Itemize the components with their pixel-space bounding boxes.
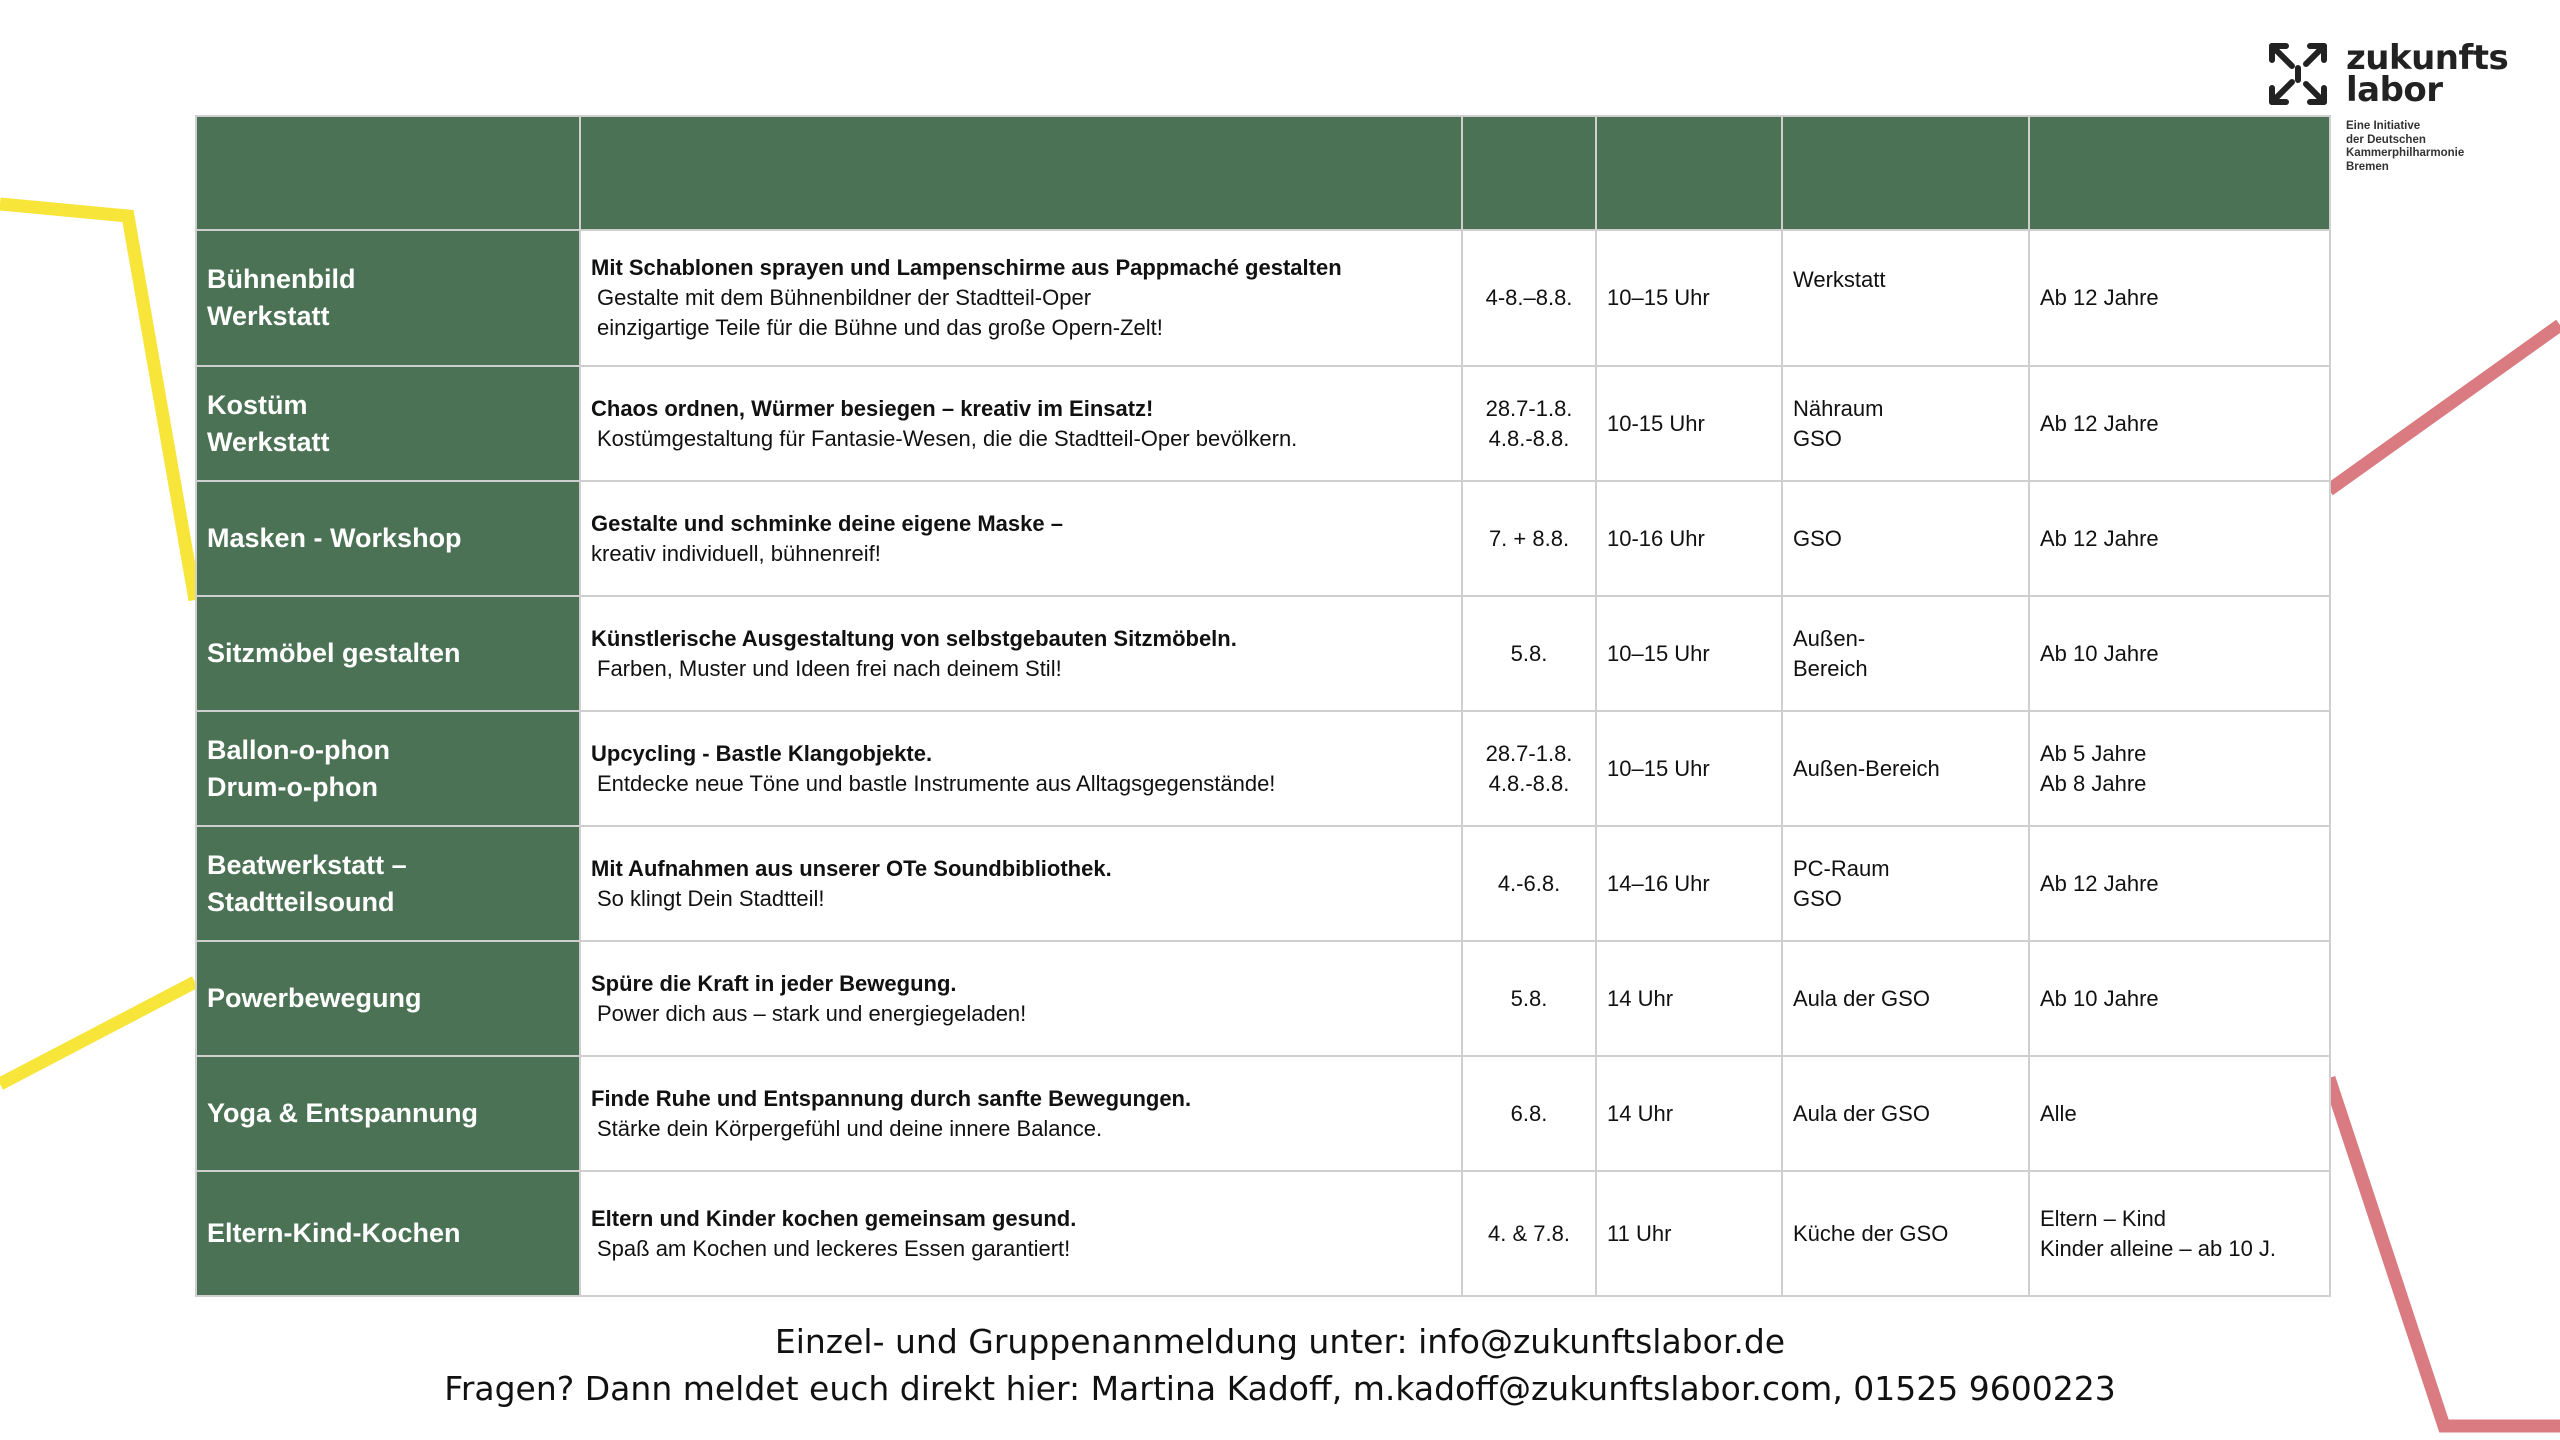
workshop-date (1462, 1171, 1596, 1296)
workshop-title-line: Eltern-Kind-Kochen (207, 1218, 461, 1248)
workshop-description (580, 941, 1462, 1056)
place-line: GSO (1793, 885, 1842, 911)
workshop-title-line: Kostüm (207, 389, 308, 420)
place-line: Nähraum (1793, 395, 1884, 421)
description-headline: Mit Aufnahmen aus unserer OTe Soundbibliothek. (591, 855, 1112, 881)
workshop-place (1782, 941, 2029, 1056)
workshop-age (2029, 366, 2330, 481)
logo-word-1: zukunfts (2346, 38, 2509, 78)
workshop-time: 10–15 Uhr (1596, 711, 1782, 826)
place-line: GSO (1793, 425, 1842, 451)
age-line: Kinder alleine – ab 10 J. (2040, 1235, 2277, 1261)
workshop-title-line: Ballon-o-phon (207, 734, 390, 765)
workshop-description (580, 230, 1462, 366)
description-text: Spaß am Kochen und leckeres Essen garantiert! (597, 1235, 1071, 1261)
workshop-date (1462, 941, 1596, 1056)
description-headline: Künstlerische Ausgestaltung von selbstgebauten Sitzmöbeln. (591, 625, 1237, 651)
workshop-time: 11 Uhr (1596, 1171, 1782, 1296)
logo-sub-line: Bremen (2346, 160, 2389, 173)
workshop-age (2029, 941, 2330, 1056)
workshop-place (1782, 826, 2029, 941)
workshop-description (580, 481, 1462, 596)
date-line: 5.8. (1510, 985, 1548, 1011)
workshop-time: 14–16 Uhr (1596, 826, 1782, 941)
workshop-schedule-table (195, 115, 2331, 1297)
table-row (196, 596, 2330, 711)
workshop-place (1782, 1056, 2029, 1171)
workshop-age (2029, 826, 2330, 941)
date-line: 7. + 8.8. (1488, 525, 1570, 551)
age-line: Ab 12 Jahre (2040, 525, 2159, 551)
workshop-title-line: Bühnenbild (207, 264, 356, 294)
workshop-place (1782, 481, 2029, 596)
date-line: 4.-6.8. (1497, 870, 1561, 896)
age-line: Ab 10 Jahre (2040, 640, 2159, 666)
workshop-time: 10-15 Uhr (1596, 366, 1782, 481)
workshop-description (580, 366, 1462, 481)
description-text: So klingt Dein Stadtteil! (597, 885, 825, 911)
age-line: Ab 12 Jahre (2040, 870, 2159, 896)
description-text: Farben, Muster und Ideen frei nach deinem Stil! (597, 655, 1062, 681)
workshop-date (1462, 230, 1596, 366)
workshop-age (2029, 596, 2330, 711)
workshop-title (196, 1171, 580, 1296)
workshop-time: 10-16 Uhr (1596, 481, 1782, 596)
date-line: 4-8.–8.8. (1485, 285, 1573, 310)
workshop-title-line: Powerbewegung (207, 983, 422, 1013)
workshop-title-line: Drum-o-phon (207, 771, 378, 802)
yellow-line-bottom (0, 982, 195, 1084)
workshop-place (1782, 711, 2029, 826)
description-text: Power dich aus – stark und energiegeladen! (597, 1000, 1027, 1026)
yellow-line-top (0, 204, 195, 600)
arrows-logo-icon (2262, 38, 2334, 110)
logo-subtitle (2346, 120, 2464, 174)
workshop-description (580, 1056, 1462, 1171)
workshop-description (580, 1171, 1462, 1296)
date-line: 4.8.-8.8. (1488, 770, 1570, 796)
place-line: Küche der GSO (1793, 1220, 1949, 1246)
description-text: einzigartige Teile für die Bühne und das große Opern-Zelt! (597, 315, 1163, 340)
logo-wordmark (2346, 38, 2509, 110)
place-line: Außen-Bereich (1793, 755, 1940, 781)
table-row (196, 711, 2330, 826)
workshop-time: 14 Uhr (1596, 1056, 1782, 1171)
workshop-title (196, 826, 580, 941)
place-line: GSO (1793, 525, 1842, 551)
footer-contact (0, 1318, 2560, 1412)
logo-sub-line: Kammerphilharmonie (2346, 147, 2465, 159)
description-text: Kostümgestaltung für Fantasie-Wesen, die die Stadtteil-Oper bevölkern. (597, 425, 1298, 451)
date-line: 28.7-1.8. (1485, 395, 1573, 421)
logo-sub-line: Eine Initiative (2346, 120, 2421, 132)
place-line: PC-Raum (1793, 855, 1890, 881)
workshop-title (196, 481, 580, 596)
workshop-date (1462, 366, 1596, 481)
zukunftslabor-logo (2262, 38, 2509, 188)
header-row (196, 116, 2330, 230)
place-line: Bereich (1793, 655, 1868, 681)
workshop-title (196, 366, 580, 481)
workshop-date (1462, 826, 1596, 941)
logo-sub-line: der Deutschen (2346, 133, 2426, 146)
workshop-title-line: Werkstatt (207, 301, 330, 331)
workshop-title-line: Beatwerkstatt – (207, 849, 407, 880)
age-line: Eltern – Kind (2040, 1205, 2166, 1231)
workshop-description (580, 711, 1462, 826)
workshop-place (1782, 1171, 2029, 1296)
workshop-title (196, 941, 580, 1056)
workshop-age (2029, 230, 2330, 366)
red-line-top (2329, 325, 2560, 490)
header-cell-time (1596, 116, 1782, 230)
workshop-place (1782, 366, 2029, 481)
date-line: 6.8. (1510, 1100, 1548, 1126)
table-header (196, 116, 2330, 230)
header-cell-title (196, 116, 580, 230)
workshop-age (2029, 1056, 2330, 1171)
table-row (196, 1056, 2330, 1171)
description-headline: Mit Schablonen sprayen und Lampenschirme aus Pappmaché gestalten (591, 255, 1342, 280)
table-row (196, 826, 2330, 941)
age-line: Ab 5 Jahre (2040, 740, 2147, 766)
header-cell-date (1462, 116, 1596, 230)
workshop-title-line: Sitzmöbel gestalten (207, 638, 461, 668)
description-text: Gestalte mit dem Bühnenbildner der Stadtteil-Oper (597, 285, 1092, 310)
workshop-date (1462, 596, 1596, 711)
table-row (196, 941, 2330, 1056)
workshop-title-line: Werkstatt (207, 426, 330, 457)
date-line: 4.8.-8.8. (1488, 425, 1570, 451)
age-line: Alle (2040, 1100, 2077, 1126)
questions-line: Fragen? Dann meldet euch direkt hier: Martina Kadoff, m.kadoff@zukunftslabor.com, 01525 9600223 (444, 1369, 2116, 1408)
table-row (196, 481, 2330, 596)
place-line: Außen- (1793, 625, 1866, 651)
workshop-title (196, 230, 580, 366)
workshop-title (196, 711, 580, 826)
workshop-description (580, 596, 1462, 711)
age-line: Ab 12 Jahre (2040, 410, 2159, 436)
workshop-age (2029, 1171, 2330, 1296)
table-row (196, 366, 2330, 481)
table-row (196, 230, 2330, 366)
place-line: Aula der GSO (1793, 1100, 1930, 1126)
place-line: Aula der GSO (1793, 985, 1930, 1011)
table-body (196, 230, 2330, 1296)
age-line: Ab 12 Jahre (2040, 285, 2159, 310)
description-headline: Spüre die Kraft in jeder Bewegung. (591, 970, 957, 996)
age-line: Ab 8 Jahre (2040, 770, 2147, 796)
logo-word-2: labor (2346, 70, 2443, 110)
workshop-place (1782, 230, 2029, 366)
workshop-date (1462, 481, 1596, 596)
description-headline: Chaos ordnen, Würmer besiegen – kreativ im Einsatz! (591, 395, 1154, 421)
table-row (196, 1171, 2330, 1296)
description-headline: Eltern und Kinder kochen gemeinsam gesund. (591, 1205, 1077, 1231)
workshop-time: 10–15 Uhr (1596, 230, 1782, 366)
age-line: Ab 10 Jahre (2040, 985, 2159, 1011)
workshop-date (1462, 1056, 1596, 1171)
workshop-place (1782, 596, 2029, 711)
workshop-title (196, 596, 580, 711)
description-text: kreativ individuell, bühnenreif! (591, 540, 881, 566)
header-cell-description (580, 116, 1462, 230)
date-line: 28.7-1.8. (1485, 740, 1573, 766)
workshop-title (196, 1056, 580, 1171)
workshop-time: 14 Uhr (1596, 941, 1782, 1056)
description-headline: Gestalte und schminke deine eigene Maske – (591, 510, 1063, 536)
workshop-description (580, 826, 1462, 941)
workshop-title-line: Masken - Workshop (207, 523, 462, 553)
workshop-title-line: Yoga & Entspannung (207, 1098, 478, 1128)
workshop-time: 10–15 Uhr (1596, 596, 1782, 711)
date-line: 5.8. (1510, 640, 1548, 666)
workshop-date (1462, 711, 1596, 826)
workshop-age (2029, 711, 2330, 826)
workshop-title-line: Stadtteilsound (207, 886, 395, 917)
description-text: Entdecke neue Töne und bastle Instrumente aus Alltagsgegenstände! (597, 770, 1276, 796)
registration-line: Einzel- und Gruppenanmeldung unter: info@zukunftslabor.de (774, 1322, 1786, 1361)
description-headline: Upcycling - Bastle Klangobjekte. (591, 740, 933, 766)
date-line: 4. & 7.8. (1488, 1220, 1570, 1246)
description-text: Stärke dein Körpergefühl und deine innere Balance. (597, 1115, 1103, 1141)
place-line: Werkstatt (1793, 267, 1886, 292)
description-headline: Finde Ruhe und Entspannung durch sanfte Bewegungen. (591, 1085, 1192, 1111)
header-cell-place (1782, 116, 2029, 230)
workshop-age (2029, 481, 2330, 596)
